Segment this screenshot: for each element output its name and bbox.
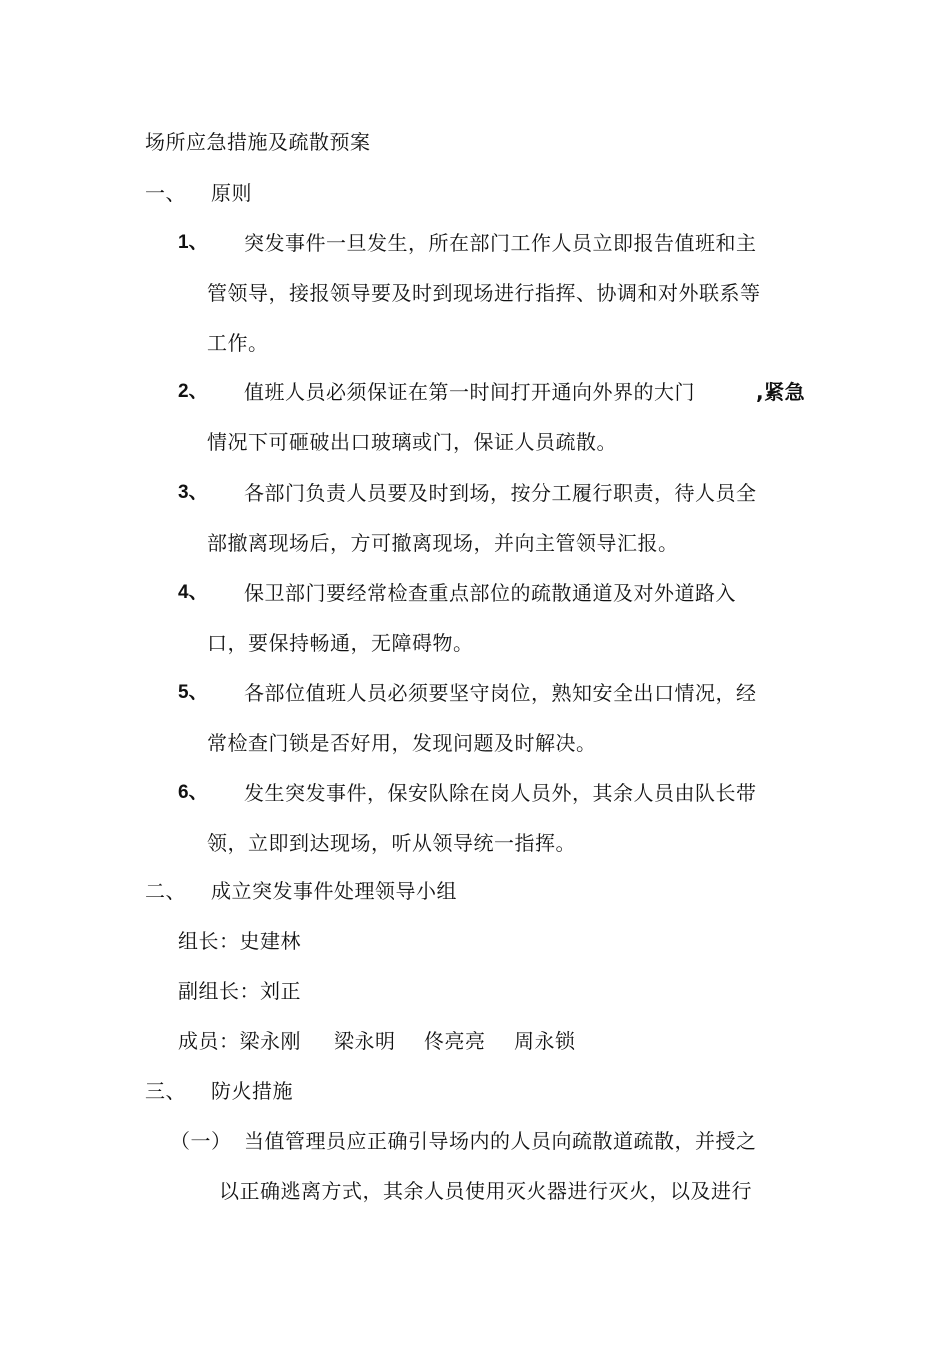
item-4-number: 4、 bbox=[178, 582, 208, 603]
item-6-number: 6、 bbox=[178, 782, 208, 803]
section-3-heading: 防火措施 bbox=[211, 1079, 293, 1103]
item-4-line-2: 口，要保持畅通，无障碍物。 bbox=[207, 631, 474, 655]
item-1-line-3: 工作。 bbox=[207, 331, 269, 355]
item-2-number: 2、 bbox=[178, 381, 208, 402]
item-5-line-2: 常检查门锁是否好用，发现问题及时解决。 bbox=[207, 731, 597, 755]
item-4-line-1: 保卫部门要经常检查重点部位的疏散通道及对外道路入 bbox=[244, 581, 736, 605]
section-1-marker: 一、 bbox=[145, 181, 186, 205]
sub-item-1-number: （一） bbox=[170, 1129, 232, 1153]
item-2-line-1-tail: ,紧急 bbox=[756, 380, 806, 404]
section-2-marker: 二、 bbox=[145, 879, 186, 903]
item-2-line-1: 值班人员必须保证在第一时间打开通向外界的大门 bbox=[244, 380, 695, 404]
group-member-3: 佟亮亮 bbox=[424, 1029, 486, 1053]
document-title: 场所应急措施及疏散预案 bbox=[145, 130, 371, 154]
item-6-line-2: 领，立即到达现场，听从领导统一指挥。 bbox=[207, 831, 576, 855]
group-members-label: 成员：梁永刚 bbox=[178, 1029, 301, 1053]
sub-item-1-line-2: 以正确逃离方式，其余人员使用灭火器进行灭火，以及进行 bbox=[219, 1179, 752, 1203]
group-deputy: 副组长：刘正 bbox=[178, 979, 301, 1003]
group-leader: 组长：史建林 bbox=[178, 929, 301, 953]
sub-item-1-line-1: 当值管理员应正确引导场内的人员向疏散道疏散，并授之 bbox=[244, 1129, 757, 1153]
item-1-line-2: 管领导，接报领导要及时到现场进行指挥、协调和对外联系等 bbox=[207, 281, 761, 305]
item-5-line-1: 各部位值班人员必须要坚守岗位，熟知安全出口情况，经 bbox=[244, 681, 757, 705]
group-member-2: 梁永明 bbox=[334, 1029, 396, 1053]
item-5-number: 5、 bbox=[178, 682, 208, 703]
section-1-heading: 原则 bbox=[211, 181, 252, 205]
item-1-number: 1、 bbox=[178, 232, 208, 253]
item-2-line-2: 情况下可砸破出口玻璃或门，保证人员疏散。 bbox=[207, 430, 617, 454]
section-2-heading: 成立突发事件处理领导小组 bbox=[211, 879, 457, 903]
item-3-number: 3、 bbox=[178, 482, 208, 503]
item-3-line-1: 各部门负责人员要及时到场，按分工履行职责，待人员全 bbox=[244, 481, 757, 505]
item-3-line-2: 部撤离现场后，方可撤离现场，并向主管领导汇报。 bbox=[207, 531, 679, 555]
item-6-line-1: 发生突发事件，保安队除在岗人员外，其余人员由队长带 bbox=[244, 781, 757, 805]
group-member-4: 周永锁 bbox=[514, 1029, 576, 1053]
section-3-marker: 三、 bbox=[145, 1079, 186, 1103]
item-1-line-1: 突发事件一旦发生，所在部门工作人员立即报告值班和主 bbox=[244, 231, 757, 255]
